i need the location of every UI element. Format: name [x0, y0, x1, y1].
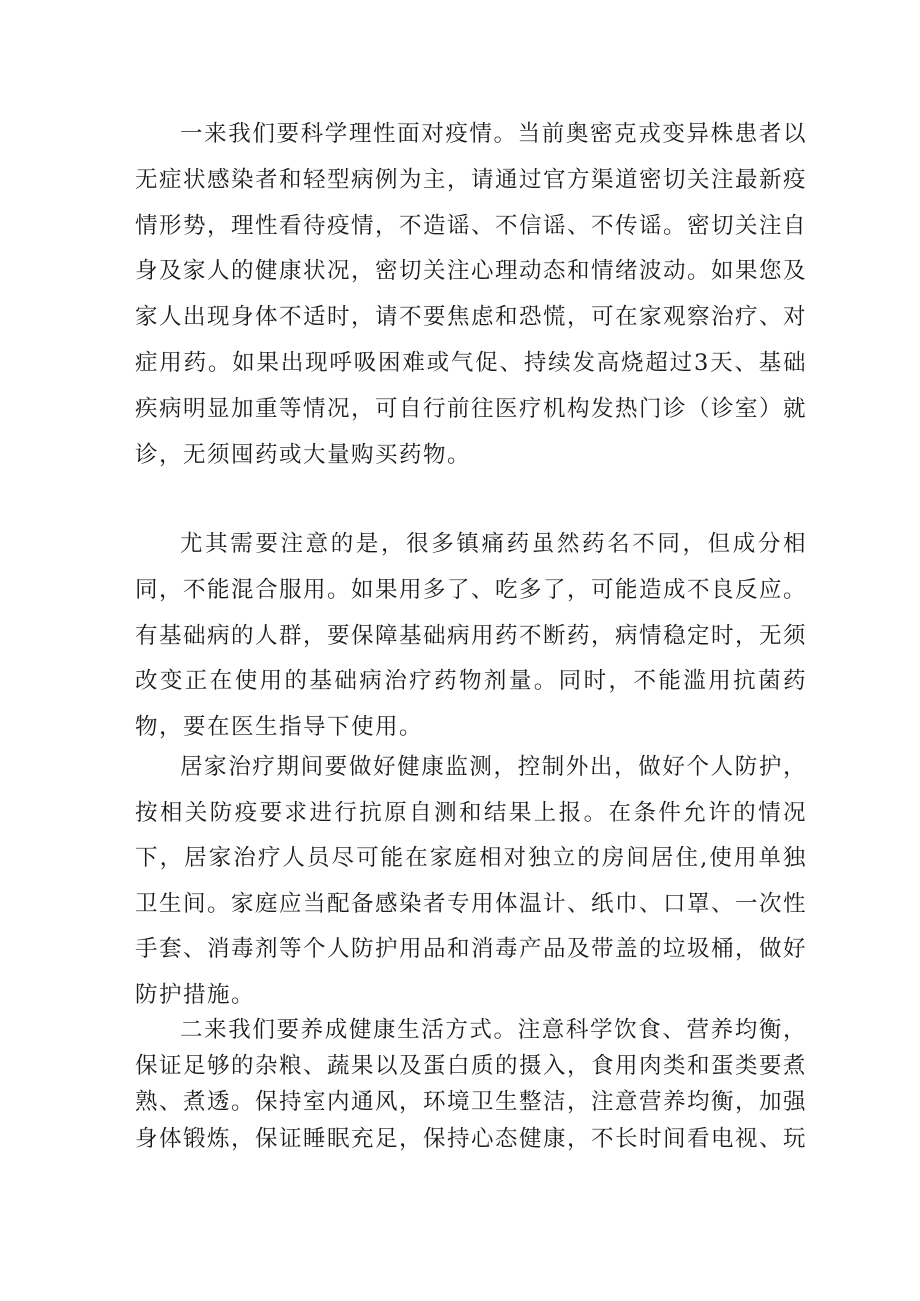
paragraph-4: 二来我们要养成健康生活方式。注意科学饮食、营养均衡，保证足够的杂粮、蔬果以及蛋白质的摄入，食用肉类和蛋类要煮熟、煮透。保持室内通风，环境卫生整洁，注意营养均衡，加强身体锻炼，保证睡眠充足，保持心态健康，不长时间看电视、玩: [135, 1017, 808, 1152]
paragraph-1: 一来我们要科学理性面对疫情。当前奥密克戎变异株患者以无症状感染者和轻型病例为主，请通过官方渠道密切关注最新疫情形势，理性看待疫情，不造谣、不信谣、不传谣。密切关注自身及家人的健康状况，密切关注心理动态和情绪波动。如果您及家人出现身体不适时，请不要焦虑和恐慌，可在家观察治疗、对症用药。如果出现呼吸困难或气促、持续发高烧超过3天、基础疾病明显加重等情况，可自行前往医疗机构发热门诊（诊室）就诊，无须囤药或大量购买药物。: [135, 121, 808, 468]
paragraph-3: 居家治疗期间要做好健康监测，控制外出，做好个人防护，按相关防疫要求进行抗原自测和结果上报。在条件允许的情况下，居家治疗人员尽可能在家庭相对独立的房间居住,使用单独卫生间。家庭应当配备感染者专用体温计、纸巾、口罩、一次性手套、消毒剂等个人防护用品和消毒产品及带盖的垃圾桶，做好防护措施。: [135, 754, 808, 1008]
paragraph-2: 尤其需要注意的是，很多镇痛药虽然药名不同，但成分相同，不能混合服用。如果用多了、吃多了，可能造成不良反应。有基础病的人群，要保障基础病用药不断药，病情稳定时，无须改变正在使用的基础病治疗药物剂量。同时，不能滥用抗菌药物，要在医生指导下使用。: [135, 531, 808, 741]
